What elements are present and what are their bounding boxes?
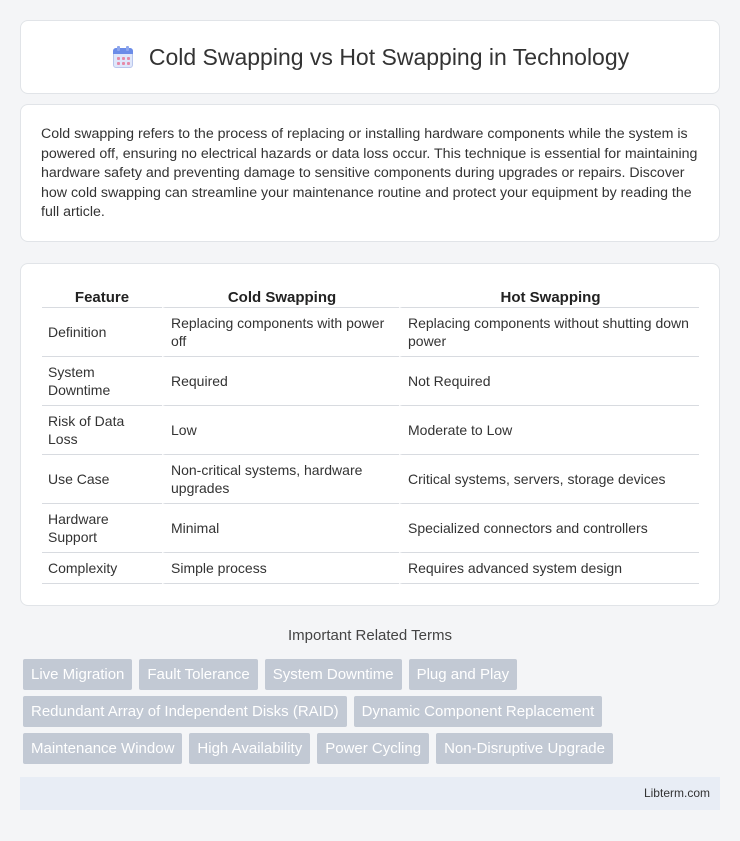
table-row: [42, 357, 699, 406]
table-cell: Requires advanced system design: [399, 553, 699, 584]
related-term-tag[interactable]: Fault Tolerance: [139, 659, 257, 690]
footer-site-link[interactable]: Libterm.com: [643, 786, 710, 800]
table-cell: Hardware Support: [42, 504, 162, 553]
related-term-tag[interactable]: Redundant Array of Independent Disks (RAID): [23, 696, 347, 727]
related-term-tag[interactable]: System Downtime: [265, 659, 402, 690]
table-cell: Required: [162, 357, 399, 406]
table-row: [42, 308, 699, 357]
table-cell: Specialized connectors and controllers: [399, 504, 699, 553]
table-cell: Minimal: [162, 504, 399, 553]
related-terms-title: Important Related Terms: [288, 627, 452, 644]
table-cell: Replacing components with power off: [162, 308, 399, 357]
table-cell: Moderate to Low: [399, 406, 699, 455]
table-cell: Not Required: [399, 357, 699, 406]
table-cell: Risk of Data Loss: [42, 406, 162, 455]
column-header-hot-swapping: Hot Swapping: [399, 284, 699, 308]
table-row: [42, 504, 699, 553]
related-term-tag[interactable]: Maintenance Window: [23, 733, 182, 764]
footer: [20, 777, 720, 810]
related-terms-row: [23, 733, 723, 764]
table-cell: Simple process: [162, 553, 399, 584]
column-header-feature: Feature: [42, 284, 162, 308]
header-card: [20, 20, 720, 94]
comparison-table: [42, 284, 699, 584]
related-terms-row: [23, 696, 723, 727]
table-cell: Definition: [42, 308, 162, 357]
table-cell: Complexity: [42, 553, 162, 584]
column-header-cold-swapping: Cold Swapping: [162, 284, 399, 308]
table-cell: Non-critical systems, hardware upgrades: [162, 455, 399, 504]
page-title: Cold Swapping vs Hot Swapping in Technology: [148, 43, 630, 70]
table-row: [42, 406, 699, 455]
related-term-tag[interactable]: Non-Disruptive Upgrade: [436, 733, 613, 764]
intro-card: [20, 104, 720, 242]
table-cell: Replacing components without shutting down power: [399, 308, 699, 357]
table-cell: Critical systems, servers, storage devices: [399, 455, 699, 504]
related-terms-row: [23, 659, 723, 690]
table-cell: System Downtime: [42, 357, 162, 406]
related-term-tag[interactable]: Dynamic Component Replacement: [354, 696, 603, 727]
table-row: [42, 553, 699, 584]
comparison-card: [20, 263, 720, 606]
related-term-tag[interactable]: Live Migration: [23, 659, 132, 690]
table-cell: Low: [162, 406, 399, 455]
table-cell: Use Case: [42, 455, 162, 504]
related-term-tag[interactable]: High Availability: [189, 733, 310, 764]
related-term-tag[interactable]: Plug and Play: [409, 659, 518, 690]
intro-text: Cold swapping refers to the process of replacing or installing hardware components while the system is powered off, ensuring no electrical hazards or data loss occur. This technique is essential for maintaining hardware safety and preventing damage to sensitive components during upgrades or repairs. Discover how cold swapping can streamline your maintenance routine and protect your equipment by reading the full article.: [41, 126, 698, 221]
related-term-tag[interactable]: Power Cycling: [317, 733, 429, 764]
table-row: [42, 455, 699, 504]
calendar-icon: [111, 45, 135, 69]
